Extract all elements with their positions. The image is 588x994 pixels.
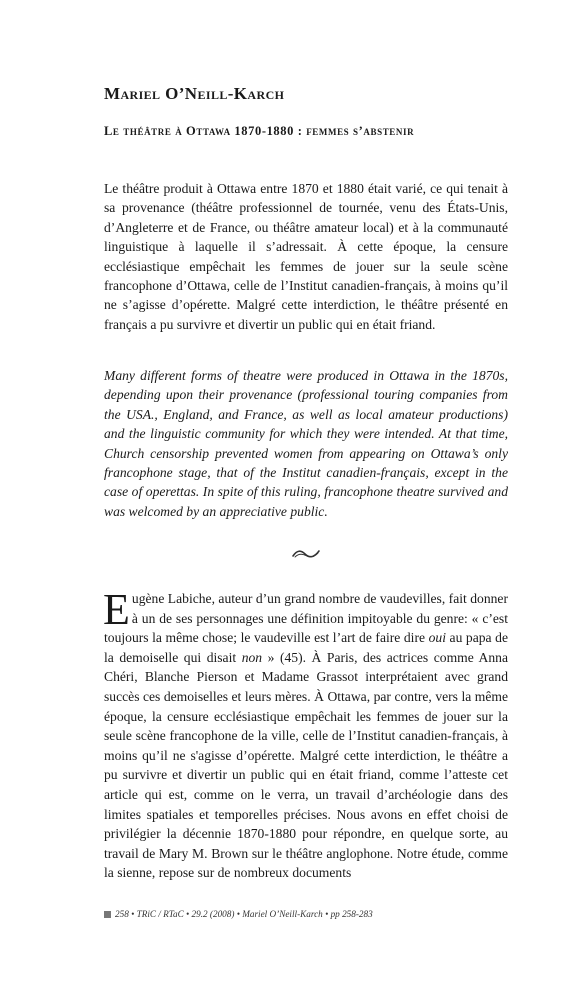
abstract-english: Many different forms of theatre were produced in Ottawa in the 1870s, depending upon their provenance (professional touring companies from the USA., England, and France, as well as local amateur productions) and the linguistic community for which they were intended. At that time, Church censorship prevented women from appearing on Ottawa’s only francophone stage, that of the Institut canadien-français, except in the case of operettas. In spite of this ruling, francophone theatre survived and was welcomed by an appreciative public. (104, 368, 508, 519)
body-text-part2: au papa de la demoiselle qui disait (104, 630, 508, 665)
drop-cap: E (103, 585, 130, 634)
body-paragraph (103, 585, 508, 883)
footer-citation: 258 • TRiC / RTaC • 29.2 (2008) • Mariel O’Neill-Karch • pp 258-283 (115, 909, 373, 919)
article-title: Le théâtre à Ottawa 1870-1880 : femmes s’abstenir (104, 124, 415, 138)
author-name: Mariel O’Neill-Karch (104, 84, 285, 103)
abstract-french: Le théâtre produit à Ottawa entre 1870 et 1880 était varié, ce qui tenait à sa provenance (théâtre professionnel de tournée, venu des États-Unis, d’Angleterre et de France, ou théâtre amateur local) et à la communauté linguistique à laquelle il s’adressait. À cette époque, la censure ecclésiastique empêchait les femmes de jouer sur la seule scène francophone d’Ottawa, celle de l’Institut canadien-français, à moins qu’il ne s’agisse d’opérette. Malgré cette interdiction, le théâtre présenté en français a pu survivre et divertir un public qui en était friand. (104, 181, 508, 332)
emphasis-oui: oui (428, 630, 446, 646)
body-text-part1: ugène Labiche, auteur d’un grand nombre de vaudevilles, fait donner à un de ses personnages une définition impitoyable du genre: « c’est toujours la même chose; le vaudeville est l’art de faire dire (104, 591, 508, 646)
emphasis-non: non (241, 649, 263, 665)
page-footer (104, 909, 373, 919)
body-text-part3: » (45). À Paris, des actrices comme Anna Chéri, Blanche Pierson et Madame Grassot interprétaient avec grand succès ces demoiselles et leurs mères. À Ottawa, par contre, vers la même époque, la censure ecclésiastique empêchait les femmes de jouer sur la seule scène francophone de la ville, celle de l’Institut canadien-français, à moins qu’il ne s'agisse d’opérette. Malgré cette interdiction, le théâtre a pu survivre et divertir un public qui en était friand, comme l’atteste cet article qui est, comme on le verra, un travail d’archéologie dans des limites spatiales et temporelles précises. Nous avons en effet choisi de privilégier la décennie 1870-1880 pour répondre, en quelque sorte, au travail de Mary M. Brown sur le théâtre anglophone. Notre étude, comme la sienne, repose sur de nombreux documents (104, 649, 508, 881)
square-bullet-icon (104, 911, 111, 918)
section-ornament-icon (291, 548, 321, 560)
